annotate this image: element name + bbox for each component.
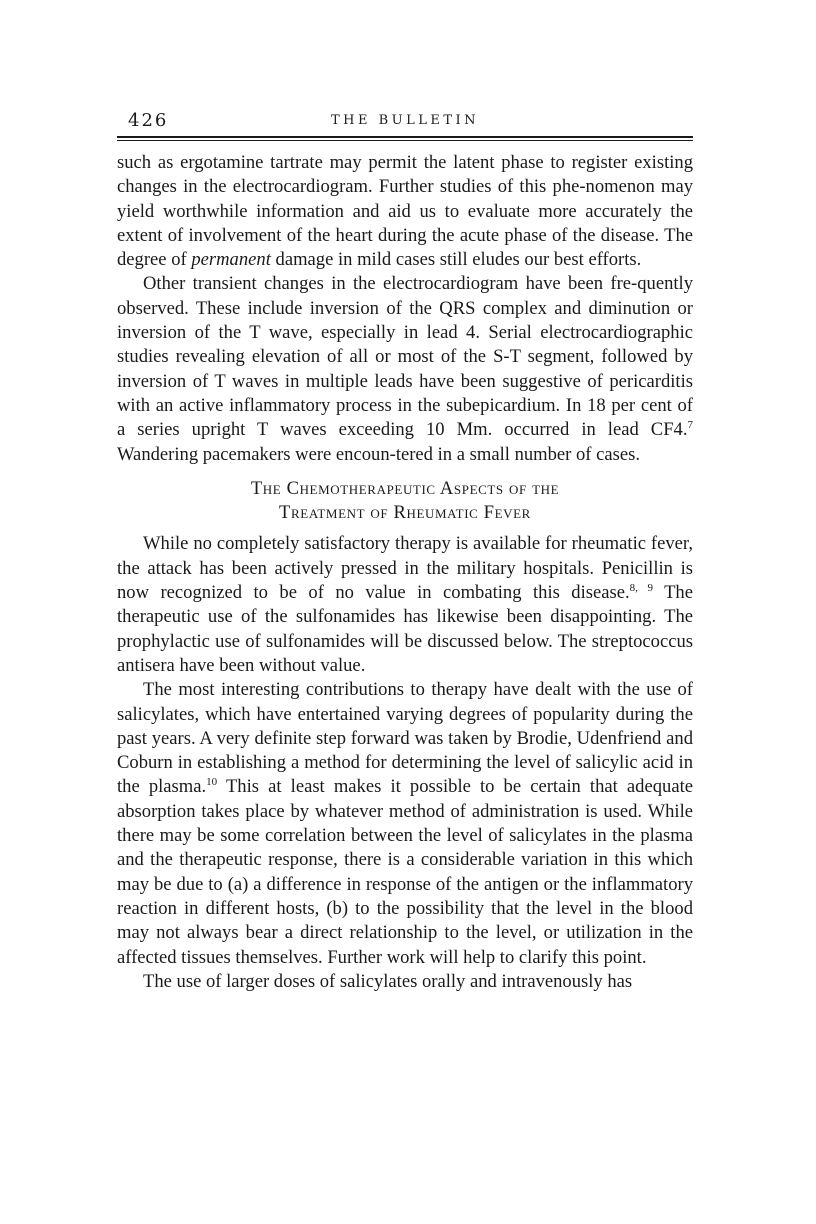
paragraph-2 [117,272,693,466]
paragraph-5-text: The use of larger doses of salicylates orally and intravenously has [143,970,633,992]
article-body [117,151,693,994]
paragraph-3-text-a: While no completely satisfactory therapy is available for rheumatic fever, the attack has been actively pressed in the military hospitals. Penicillin is now recognized to be of no value in combating this disease. [117,533,693,604]
paragraph-3 [117,532,693,678]
reference-8-9: 8, 9 [629,581,653,594]
paragraph-1-text-a: such as ergotamine tartrate may permit the latent phase to register existing changes in the electrocardiogram. Further studies of this phe-nomenon may yield worthwhile information and aid us to evaluate more accurately the extent of involvement of the heart during the acute phase of the disease. The degree of [117,152,693,271]
reference-10: 10 [206,776,218,789]
section-heading [117,477,693,526]
paragraph-2-text-b: Wandering pacemakers were encoun-tered in a small number of cases. [117,443,641,465]
header-rule-thick [117,136,693,138]
section-heading-line-1: The Chemotherapeutic Aspects of the [250,477,560,499]
paragraph-1-emphasis: permanent [191,249,271,271]
paragraph-5 [117,970,693,994]
paragraph-1-text-b: damage in mild cases still eludes our best efforts. [270,249,642,271]
page [117,108,693,994]
running-head [117,108,693,132]
page-number: 426 [128,110,169,131]
paragraph-3-text-b: The therapeutic use of the sulfonamides has likewise been disappointing. The prophylactic use of sulfonamides will be discussed below. The streptococcus antisera have been without value. [117,582,693,676]
section-heading-line-2: Treatment of Rheumatic Fever [279,502,531,524]
journal-title: THE BULLETIN [330,113,480,128]
paragraph-4 [117,678,693,970]
paragraph-1 [117,151,693,272]
reference-7: 7 [687,419,693,432]
paragraph-4-text-b: This at least makes it possible to be certain that adequate absorption takes place by whatever method of administration is used. While there may be some correlation between the level of salicylates in the plasma and the therapeutic response, there is a considerable variation in this which may be due to (a) a difference in response of the antigen or the inflammatory reaction in different hosts, (b) to the possibility that the level in the blood may not always bear a direct relationship to the level, or utilization in the affected tissues themselves. Further work will help to clarify this point. [117,776,693,968]
paragraph-4-text-a: The most interesting contributions to therapy have dealt with the use of salicylates, which have entertained varying degrees of popularity during the past years. A very definite step forward was taken by Brodie, Udenfriend and Coburn in establishing a method for determining the level of salicylic acid in the plasma. [117,679,693,798]
paragraph-2-text-a: Other transient changes in the electrocardiogram have been fre-quently observed. These include inversion of the QRS complex and diminution or inversion of the T wave, especially in lead 4. Serial electrocardiographic studies revealing elevation of all or most of the S-T segment, followed by inversion of T waves in multiple leads have been suggestive of pericarditis with an active inflammatory process in the subepicardium. In 18 per cent of a series upright T waves exceeding 10 Mm. occurred in lead CF4. [117,273,693,441]
header-rule-thin [117,140,693,141]
